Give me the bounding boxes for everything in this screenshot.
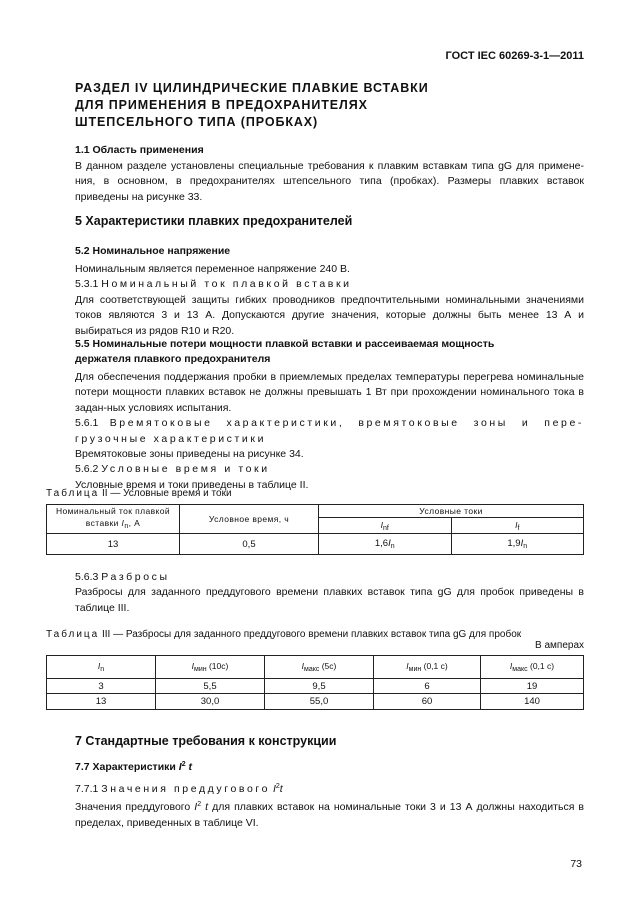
subsection-superscript: 2 — [275, 783, 280, 790]
header-subscript: макс — [304, 666, 320, 673]
heading-5: 5 Характеристики плавких предохранителей — [75, 214, 353, 228]
table-header-row — [47, 505, 584, 518]
table-cell: 13 — [47, 694, 156, 710]
table-3-caption — [46, 629, 521, 640]
table-header-cell — [47, 656, 156, 679]
table-cell: 55,0 — [265, 694, 374, 710]
header-symbol: I — [406, 661, 409, 671]
table-header-cell — [451, 518, 584, 534]
table-cell — [319, 534, 452, 555]
subsection-title: Разбросы — [101, 571, 170, 583]
subsection-number: 5.6.3 — [75, 571, 99, 583]
header-suffix: (5с) — [319, 661, 337, 671]
paragraph-text: В данном разделе установлены специальные требования к плавким вставкам типа gG для примене-ния, в основном, в предохранителях штепсельного типа (пробках). Размеры плавких вставок приведены на рисунке 33. — [75, 160, 584, 203]
table-header-cell — [47, 505, 180, 534]
subsection-title: Номинальный ток плавкой вставки — [101, 278, 352, 291]
heading-5-2: 5.2 Номинальное напряжение — [75, 245, 231, 257]
table-cell: 19 — [481, 679, 584, 694]
caption-word: Таблица — [46, 629, 100, 640]
table-cell: 140 — [481, 694, 584, 710]
table-cell: 6 — [374, 679, 481, 694]
header-symbol: I — [515, 519, 518, 530]
section-title-line: РАЗДЕЛ IV ЦИЛИНДРИЧЕСКИЕ ПЛАВКИЕ ВСТАВКИ — [75, 81, 429, 95]
heading-line: держателя плавкого предохранителя — [75, 353, 271, 365]
cell-subscript: n — [390, 543, 395, 550]
heading-symbol: t — [188, 761, 193, 773]
table-row — [47, 679, 584, 694]
header-symbol: I — [121, 518, 125, 528]
header-subscript: макс — [512, 666, 528, 673]
text-symbol: I — [194, 801, 198, 814]
table-header-cell — [481, 656, 584, 679]
subsection-5-6-1 — [46, 416, 584, 447]
table-header-row — [47, 656, 584, 679]
paragraph-5-2 — [46, 262, 584, 339]
paragraph-scope — [46, 159, 584, 205]
header-suffix: (0,1 с) — [421, 661, 448, 671]
paragraph-text: Разбросы для заданного преддугового времени плавких вставок типа gG для пробок приведены в таблице III. — [75, 586, 584, 614]
table-header-cell — [374, 656, 481, 679]
header-subscript: n — [100, 666, 105, 673]
header-subscript: f — [517, 524, 520, 532]
table-cell: 3 — [47, 679, 156, 694]
heading-text: 7.7 Характеристики — [75, 761, 176, 773]
paragraph-5-5 — [46, 370, 584, 493]
text-symbol: t — [205, 801, 209, 814]
section-title-line: ДЛЯ ПРИМЕНЕНИЯ В ПРЕДОХРАНИТЕЛЯХ — [75, 98, 368, 112]
header-symbol: I — [97, 661, 101, 671]
table-header-cell — [319, 518, 452, 534]
table-cell: 9,5 — [265, 679, 374, 694]
subsection-title: Значения преддугового — [101, 783, 271, 795]
table-3-unit-note: В амперах — [535, 640, 584, 651]
paragraph-text: Для обеспечения поддержания пробки в приемлемых пределах температуры перегрева номинальные потери мощности плавких вставок не должны превышать 1 Вт при прохождении номинального тока в задан-ных условиях испытания. — [75, 371, 584, 414]
table-2-caption — [46, 488, 232, 499]
heading-symbol: I — [178, 761, 182, 773]
table-cell: 30,0 — [156, 694, 265, 710]
text-part: для плавких вставок на номинальные токи 3 и 13 А должны находиться в пределах, приведенных в таблице VI. — [75, 801, 584, 829]
caption-word: Таблица — [46, 488, 100, 499]
table-cell: 0,5 — [180, 534, 319, 555]
caption-text: III — Разбросы для заданного преддугового времени плавких вставок типа gG для пробок — [102, 629, 522, 640]
table-header-cell — [265, 656, 374, 679]
header-subscript: мин — [408, 666, 422, 673]
caption-text: II — Условные время и токи — [102, 488, 232, 499]
section-title — [75, 80, 545, 131]
subsection-7-7-1 — [46, 779, 584, 797]
page-number: 73 — [570, 858, 582, 870]
table-cell: 5,5 — [156, 679, 265, 694]
paragraph-7-7-1 — [46, 779, 584, 831]
text-part: Значения преддугового — [75, 801, 191, 814]
table-header-cell — [156, 656, 265, 679]
table-row — [47, 694, 584, 710]
standard-number: ГОСТ IEC 60269-3-1—2011 — [445, 50, 584, 62]
header-symbol: I — [191, 661, 195, 671]
cell-value: 1,6 — [374, 538, 389, 549]
table-cell: 60 — [374, 694, 481, 710]
subsection-symbol: I — [272, 783, 276, 795]
heading-1-1: 1.1 Область применения — [75, 144, 204, 156]
heading-7-7 — [75, 761, 192, 773]
header-subscript: nf — [383, 524, 389, 532]
paragraph-text — [46, 797, 584, 831]
paragraph-text: Для соответствующей защиты гибких проводников предпочтительными номинальными значениями токов являются 3 и 13 А. Допускаются другие значения, которые должны быть менее 13 А и выбираться из рядов R10 и R20. — [75, 293, 584, 337]
subsection-title: Времятоковые характеристики, времятоковые зоны и пере-грузочные характеристики — [75, 417, 584, 445]
table-cell — [451, 534, 584, 555]
table-header-cell: Условные токи — [319, 505, 584, 518]
subsection-number: 5.3.1 — [75, 278, 99, 291]
cell-subscript: n — [523, 543, 528, 550]
header-subscript: мин — [194, 666, 207, 673]
subsection-5-6-3 — [46, 570, 584, 585]
subsection-5-6-2 — [46, 462, 584, 477]
heading-7: 7 Стандартные требования к конструкции — [75, 734, 337, 748]
header-text: Номинальный ток плавкой вставки — [55, 506, 171, 528]
subsection-symbol: t — [279, 783, 283, 795]
header-symbol: I — [301, 661, 304, 671]
cell-symbol: I — [520, 538, 524, 549]
header-subscript: n — [124, 523, 129, 530]
paragraph-text: Условные время и токи приведены в таблице II. — [75, 478, 309, 491]
heading-superscript: 2 — [181, 761, 186, 768]
subsection-5-3-1 — [46, 277, 584, 292]
subsection-number: 7.7.1 — [75, 783, 99, 795]
table-header-cell: Условное время, ч — [180, 505, 319, 534]
heading-5-5 — [75, 337, 494, 367]
paragraph-text: Времятоковые зоны приведены на рисунке 34. — [75, 448, 304, 461]
cell-symbol: I — [388, 538, 391, 549]
header-unit: , А — [128, 518, 141, 528]
section-title-line: ШТЕПСЕЛЬНОГО ТИПА (ПРОБКАХ) — [75, 115, 319, 129]
cell-value: 1,9 — [507, 538, 521, 549]
heading-line: 5.5 Номинальные потери мощности плавкой вставки и рассеиваемая мощность — [75, 338, 495, 350]
subsection-number: 5.6.2 — [75, 463, 99, 476]
paragraph-text: Номинальным является переменное напряжение 240 В. — [75, 263, 350, 275]
header-suffix: (0,1 с) — [527, 661, 555, 671]
subsection-title: Условные время и токи — [101, 463, 270, 476]
table-3 — [46, 655, 584, 710]
header-suffix: (10с) — [206, 661, 229, 671]
text-superscript: 2 — [197, 801, 202, 809]
header-symbol: I — [380, 519, 384, 530]
table-row — [47, 534, 584, 555]
table-2 — [46, 504, 584, 555]
subsection-number: 5.6.1 — [75, 417, 99, 430]
table-cell: 13 — [47, 534, 180, 555]
paragraph-5-6-3 — [46, 570, 584, 616]
header-symbol: I — [509, 661, 513, 671]
